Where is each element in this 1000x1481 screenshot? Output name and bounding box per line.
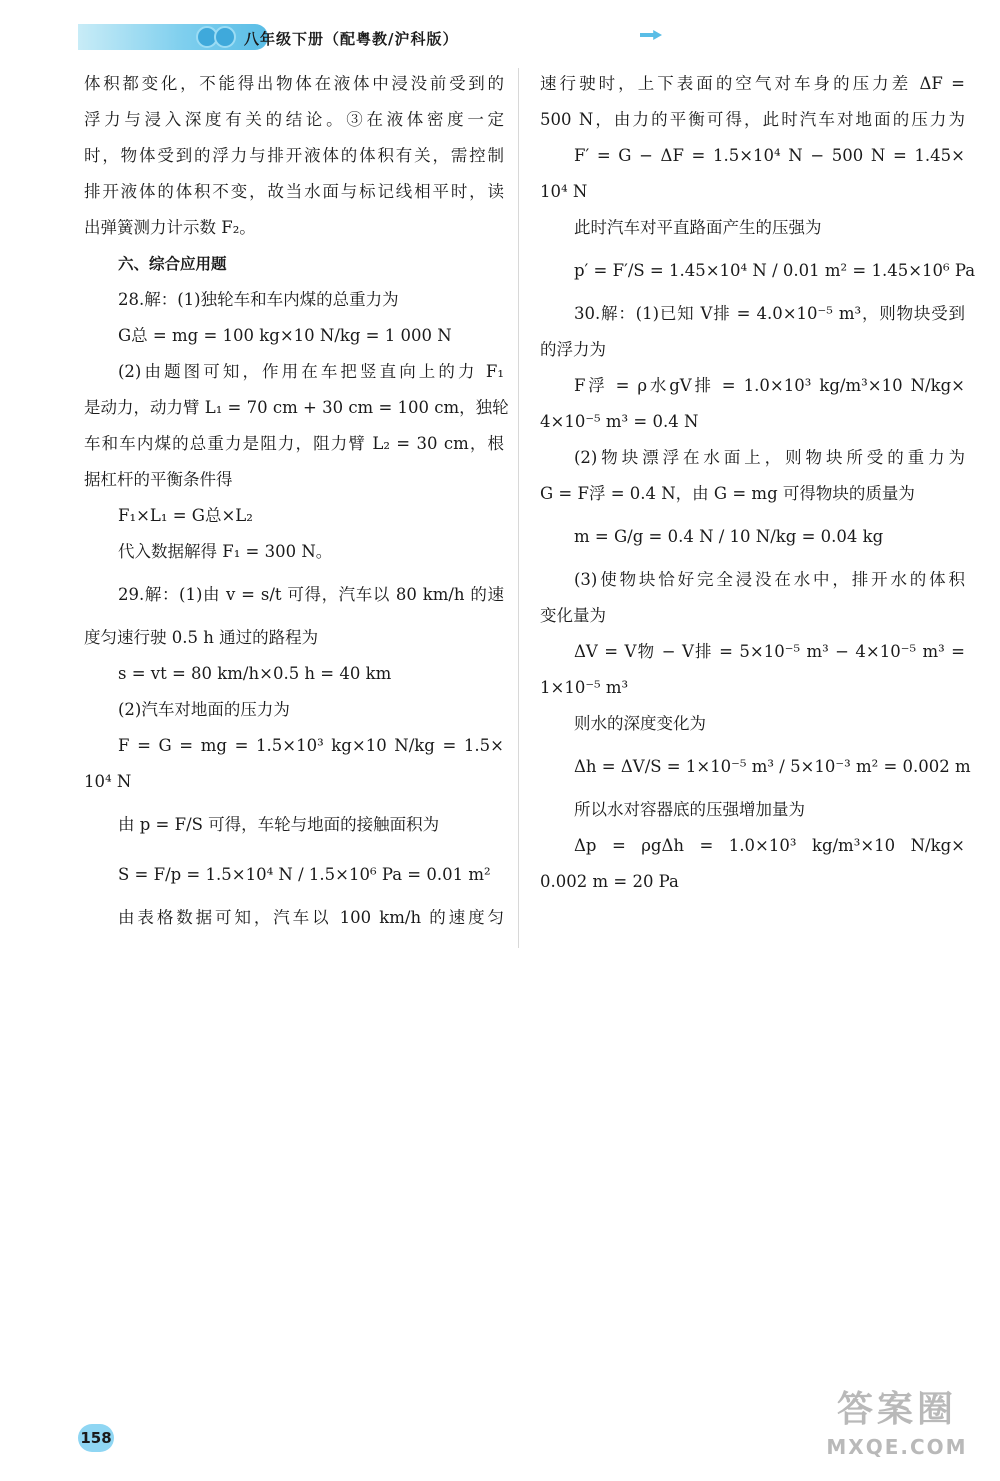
text-line: (2)由题图可知，作用在车把竖直向上的力 F₁ xyxy=(118,362,504,381)
equation: F′ = G − ΔF = 1.5×10⁴ N − 500 N = 1.45× xyxy=(574,146,965,165)
text-line: 浮力与浸入深度有关的结论。③在液体密度一定 xyxy=(84,110,504,129)
equation: F = G = mg = 1.5×10³ kg×10 N/kg = 1.5× xyxy=(118,736,504,755)
text-line: (2)物块漂浮在水面上，则物块所受的重力为 xyxy=(574,448,965,467)
header-decoration-band xyxy=(78,24,268,50)
column-divider xyxy=(518,68,519,948)
text-line: G = F浮 = 0.4 N，由 G = mg 可得物块的质量为 xyxy=(540,484,915,503)
equation: F浮 = ρ水gV排 = 1.0×10³ kg/m³×10 N/kg× xyxy=(574,376,965,395)
text-line: 则水的深度变化为 xyxy=(574,714,706,733)
text-line: 所以水对容器底的压强增加量为 xyxy=(574,800,805,819)
text-line: 度匀速行驶 0.5 h 通过的路程为 xyxy=(84,628,319,647)
text-line: (3)使物块恰好完全浸没在水中，排开水的体积 xyxy=(574,570,965,589)
watermark-url: MXQE.COM xyxy=(826,1435,968,1459)
text-line: 此时汽车对平直路面产生的压强为 xyxy=(574,218,822,237)
equation: 4×10⁻⁵ m³ = 0.4 N xyxy=(540,412,699,431)
equation: F₁×L₁ = G总×L₂ xyxy=(118,506,253,525)
text-line: 速行驶时，上下表面的空气对车身的压力差 ΔF = xyxy=(540,74,965,93)
left-column xyxy=(84,66,509,936)
text-line: 500 N，由力的平衡可得，此时汽车对地面的压力为 xyxy=(540,110,965,129)
text-line: 体积都变化，不能得出物体在液体中浸没前受到的 xyxy=(84,74,504,93)
page-header-title: 八年级下册（配粤教/沪科版） xyxy=(244,30,459,48)
question-30-heading: 30.解：(1)已知 V排 = 4.0×10⁻⁵ m³，则物块受到 xyxy=(574,304,965,323)
text-line: 是动力，动力臂 L₁ = 70 cm + 30 cm = 100 cm，独轮 xyxy=(84,398,509,417)
text-line: 代入数据解得 F₁ = 300 N。 xyxy=(118,542,333,561)
text-line: 出弹簧测力计示数 F₂。 xyxy=(84,218,256,237)
text-line: 据杠杆的平衡条件得 xyxy=(84,470,233,489)
equation: ΔV = V物 − V排 = 5×10⁻⁵ m³ − 4×10⁻⁵ m³ = xyxy=(574,642,965,661)
equation: Δh = ΔV/S = 1×10⁻⁵ m³ / 5×10⁻³ m² = 0.002 m xyxy=(574,757,971,776)
equation: S = F/p = 1.5×10⁴ N / 1.5×10⁶ Pa = 0.01 m² xyxy=(118,865,491,884)
text-line: 车和车内煤的总重力是阻力，阻力臂 L₂ = 30 cm，根 xyxy=(84,434,504,453)
section-heading: 六、综合应用题 xyxy=(118,255,227,273)
text-line: 由表格数据可知，汽车以 100 km/h 的速度匀 xyxy=(118,908,504,927)
text-line: 的浮力为 xyxy=(540,340,606,359)
equation: 10⁴ N xyxy=(84,772,132,791)
equation: Δp = ρgΔh = 1.0×10³ kg/m³×10 N/kg× xyxy=(574,836,965,855)
watermark-title: 答案圈 xyxy=(836,1389,957,1430)
header-dot-icon xyxy=(214,26,236,48)
question-29-heading: 29.解：(1)由 v = s/t 可得，汽车以 80 km/h 的速 xyxy=(118,585,504,604)
equation: 0.002 m = 20 Pa xyxy=(540,872,679,891)
equation: 1×10⁻⁵ m³ xyxy=(540,678,629,697)
text-line: (2)汽车对地面的压力为 xyxy=(118,700,290,719)
text-line: 排开液体的体积不变，故当水面与标记线相平时，读 xyxy=(84,182,504,201)
text-line: 时，物体受到的浮力与排开液体的体积有关，需控制 xyxy=(84,146,504,165)
watermark-logo xyxy=(812,1388,982,1470)
right-column xyxy=(540,66,976,900)
equation: m = G/g = 0.4 N / 10 N/kg = 0.04 kg xyxy=(574,527,884,546)
equation: p′ = F′/S = 1.45×10⁴ N / 0.01 m² = 1.45×10⁶ Pa xyxy=(574,261,976,280)
page-number: 158 xyxy=(78,1424,114,1452)
arrow-right-icon xyxy=(640,30,662,40)
question-28-heading: 28.解：(1)独轮车和车内煤的总重力为 xyxy=(118,290,399,309)
text-line: 由 p = F/S 可得，车轮与地面的接触面积为 xyxy=(118,815,440,834)
equation: s = vt = 80 km/h×0.5 h = 40 km xyxy=(118,664,392,683)
equation: G总 = mg = 100 kg×10 N/kg = 1 000 N xyxy=(118,326,452,345)
text-line: 变化量为 xyxy=(540,606,606,625)
equation: 10⁴ N xyxy=(540,182,588,201)
